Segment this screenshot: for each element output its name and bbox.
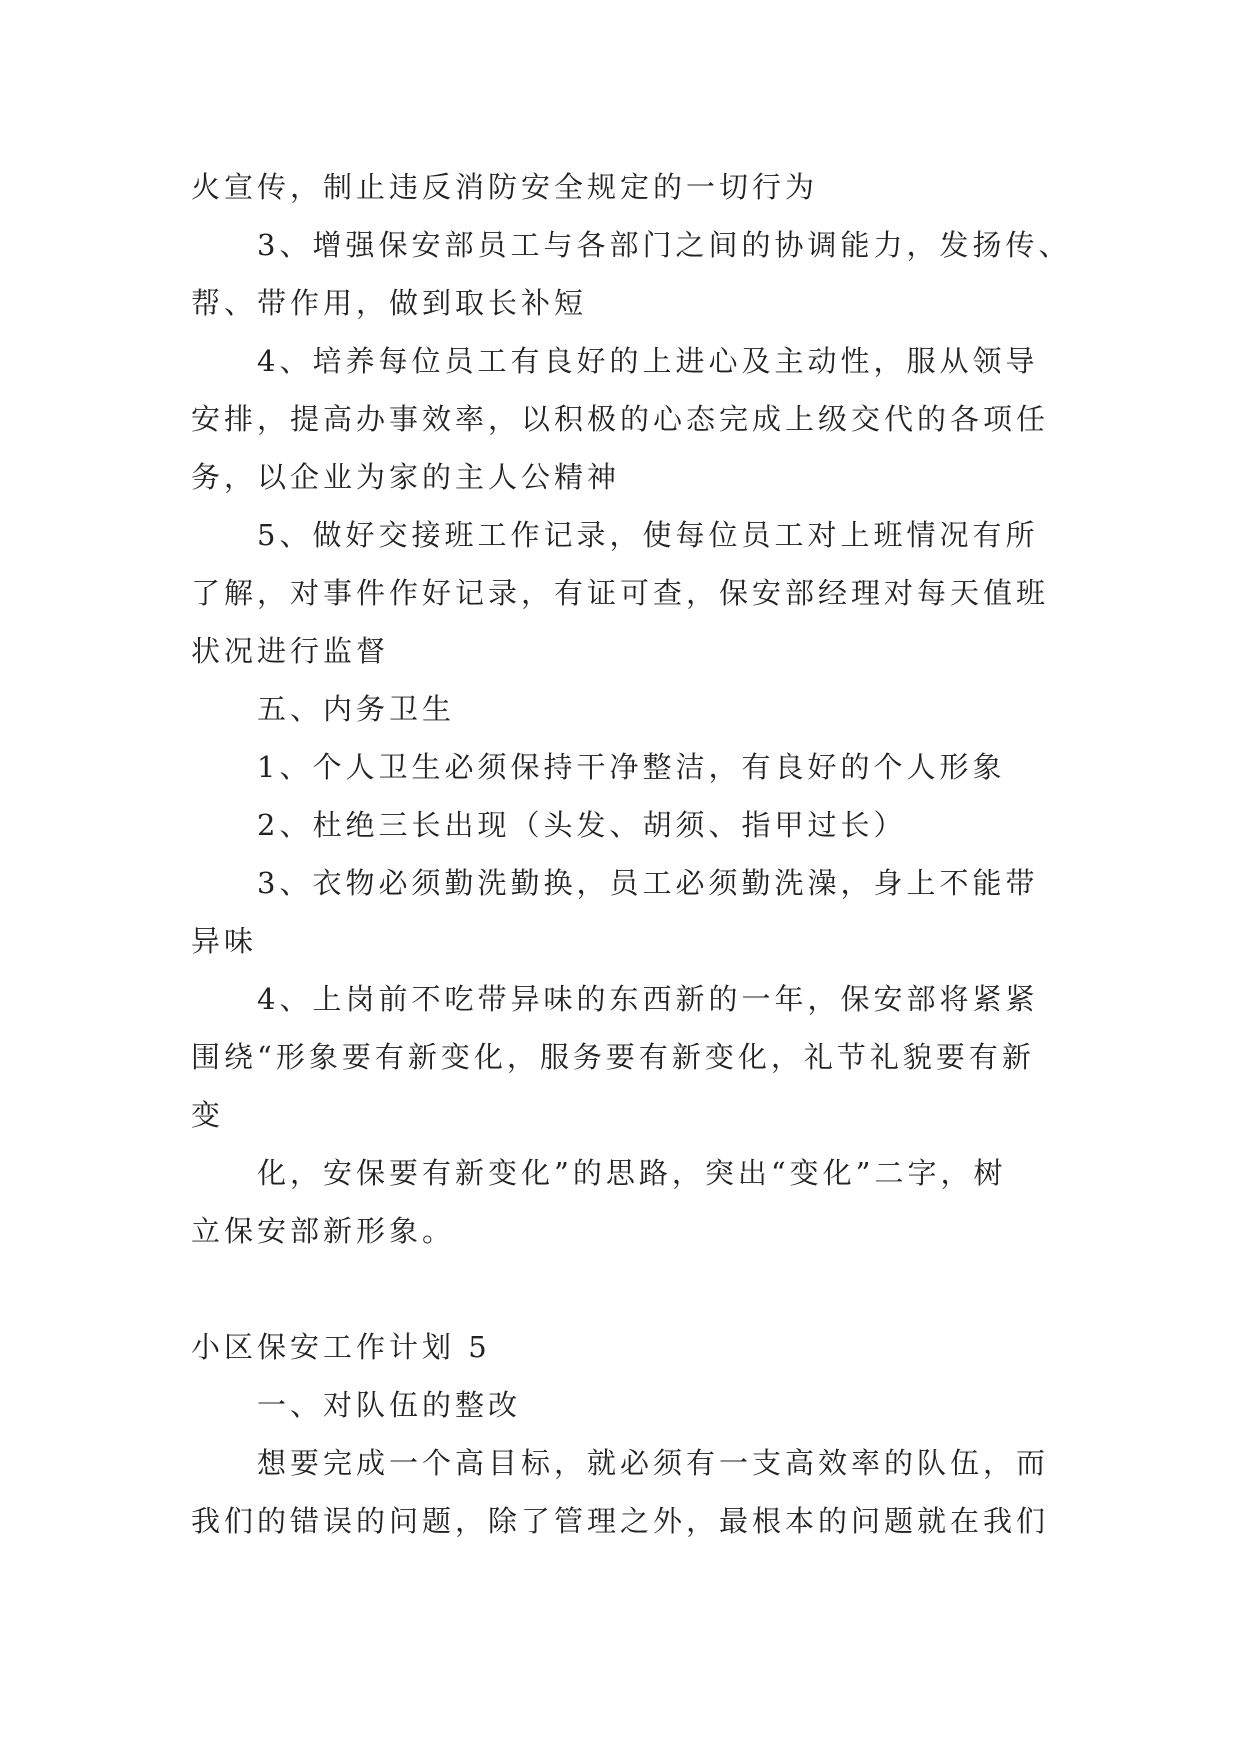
text-line: 4、培养每位员工有良好的上进心及主动性，服从领导 <box>257 344 1039 378</box>
text-line: 化，安保要有新变化”的思路，突出“变化”二字，树 <box>257 1156 1007 1190</box>
text-line: 2、杜绝三长出现（头发、胡须、指甲过长） <box>257 808 907 842</box>
text-line: 异味 <box>191 924 258 958</box>
text-line: 我们的错误的问题，除了管理之外，最根本的问题就在我们 <box>191 1504 1050 1538</box>
text-line: 3、增强保安部员工与各部门之间的协调能力，发扬传、 <box>257 228 1072 262</box>
section-heading: 一、对队伍的整改 <box>257 1388 522 1422</box>
text-line: 1、个人卫生必须保持干净整洁，有良好的个人形象 <box>257 750 1006 784</box>
text-line: 围绕“形象要有新变化，服务要有新变化，礼节礼貌要有新 <box>191 1040 1035 1074</box>
text-line: 帮、带作用，做到取长补短 <box>191 286 588 320</box>
text-line: 安排，提高办事效率，以积极的心态完成上级交代的各项任 <box>191 402 1050 436</box>
text-line: 4、上岗前不吃带异味的东西新的一年，保安部将紧紧 <box>257 982 1039 1016</box>
section-heading: 五、内务卫生 <box>257 692 456 726</box>
text-line: 变 <box>191 1098 225 1132</box>
text-line: 了解，对事件作好记录，有证可查，保安部经理对每天值班 <box>191 576 1050 610</box>
text-line: 5、做好交接班工作记录，使每位员工对上班情况有所 <box>257 518 1039 552</box>
text-line: 3、衣物必须勤洗勤换，员工必须勤洗澡，身上不能带 <box>257 866 1039 900</box>
text-line: 立保安部新形象。 <box>191 1214 456 1248</box>
document-subtitle: 小区保安工作计划 5 <box>191 1330 491 1364</box>
text-line: 状况进行监督 <box>191 634 390 668</box>
text-line: 想要完成一个高目标，就必须有一支高效率的队伍，而 <box>257 1446 1050 1480</box>
text-line: 火宣传，制止违反消防安全规定的一切行为 <box>191 170 819 204</box>
text-line: 务，以企业为家的主人公精神 <box>191 460 621 494</box>
